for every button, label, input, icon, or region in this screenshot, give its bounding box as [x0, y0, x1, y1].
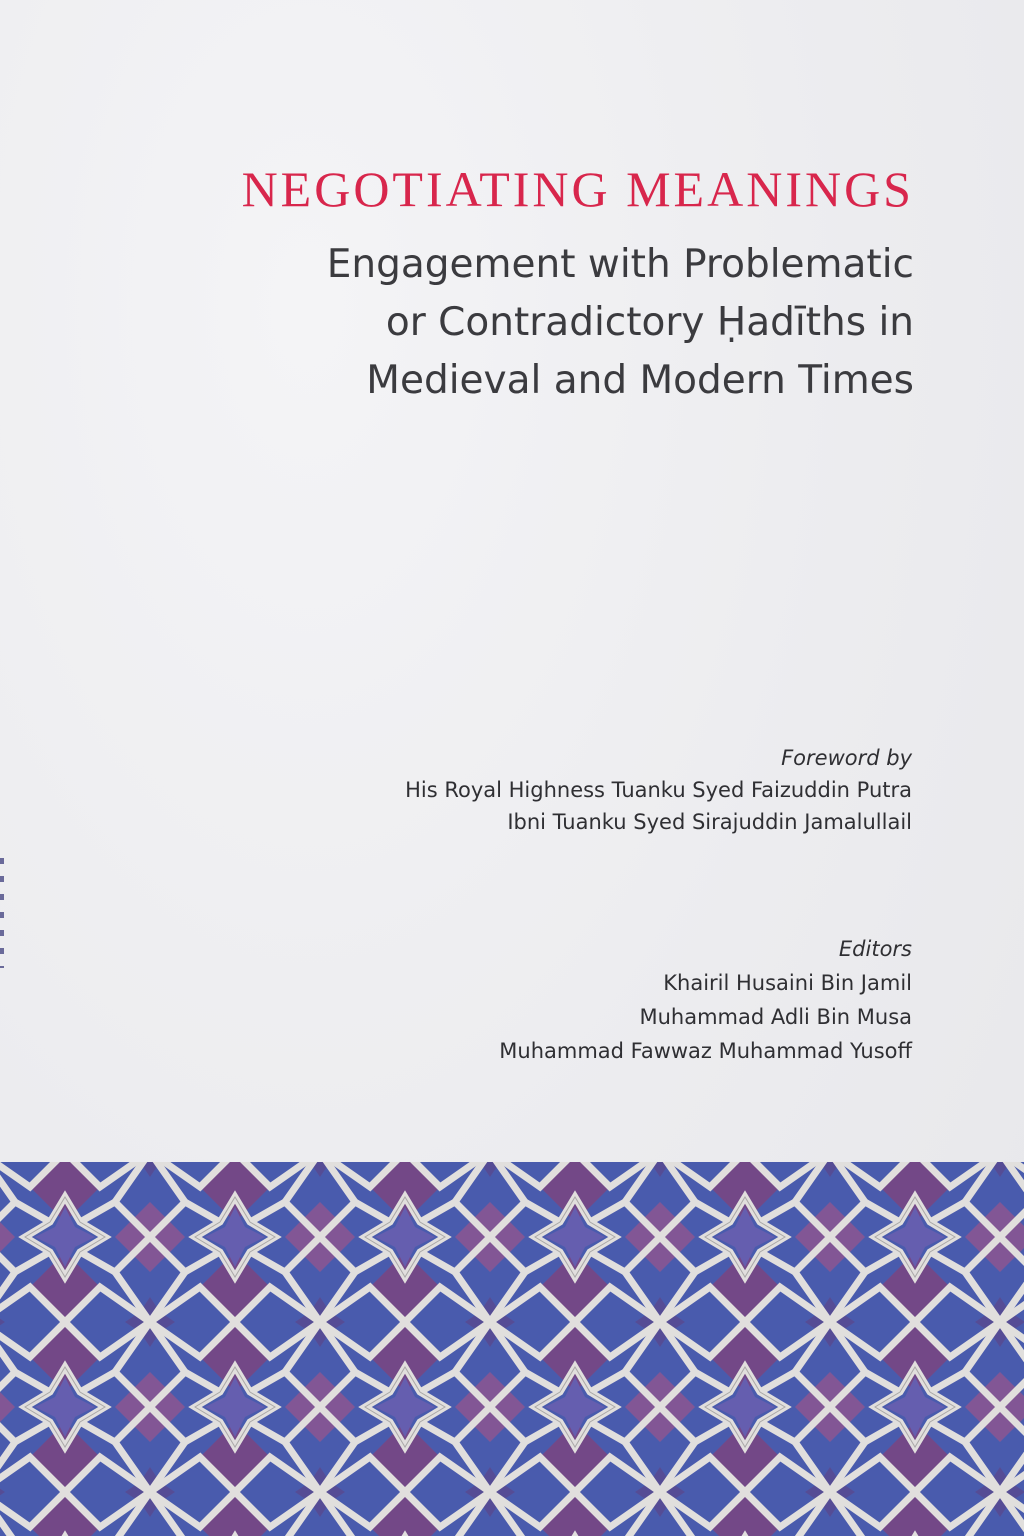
- foreword-author-line: His Royal Highness Tuanku Syed Faizuddin Putra: [405, 778, 912, 802]
- editors-label: Editors: [838, 937, 912, 961]
- editor-name: Muhammad Fawwaz Muhammad Yusoff: [499, 1039, 912, 1063]
- foreword-author-line: Ibni Tuanku Syed Sirajuddin Jamalullail: [507, 810, 912, 834]
- editors-block: [499, 932, 912, 1068]
- subtitle-line: Medieval and Modern Times: [366, 358, 914, 403]
- foreword-block: [405, 742, 912, 838]
- editor-name: Muhammad Adli Bin Musa: [639, 1005, 912, 1029]
- book-subtitle: [154, 236, 914, 410]
- foreword-label: Foreword by: [781, 746, 912, 770]
- subtitle-line: or Contradictory Ḥadīths in: [385, 300, 914, 345]
- subtitle-line: Engagement with Problematic: [326, 242, 914, 287]
- star-pattern-graphic: [0, 1162, 1024, 1536]
- geometric-pattern-band: [0, 1162, 1024, 1536]
- book-title: NEGOTIATING MEANINGS: [241, 161, 914, 217]
- spine-marks: [0, 858, 4, 968]
- editor-name: Khairil Husaini Bin Jamil: [663, 971, 912, 995]
